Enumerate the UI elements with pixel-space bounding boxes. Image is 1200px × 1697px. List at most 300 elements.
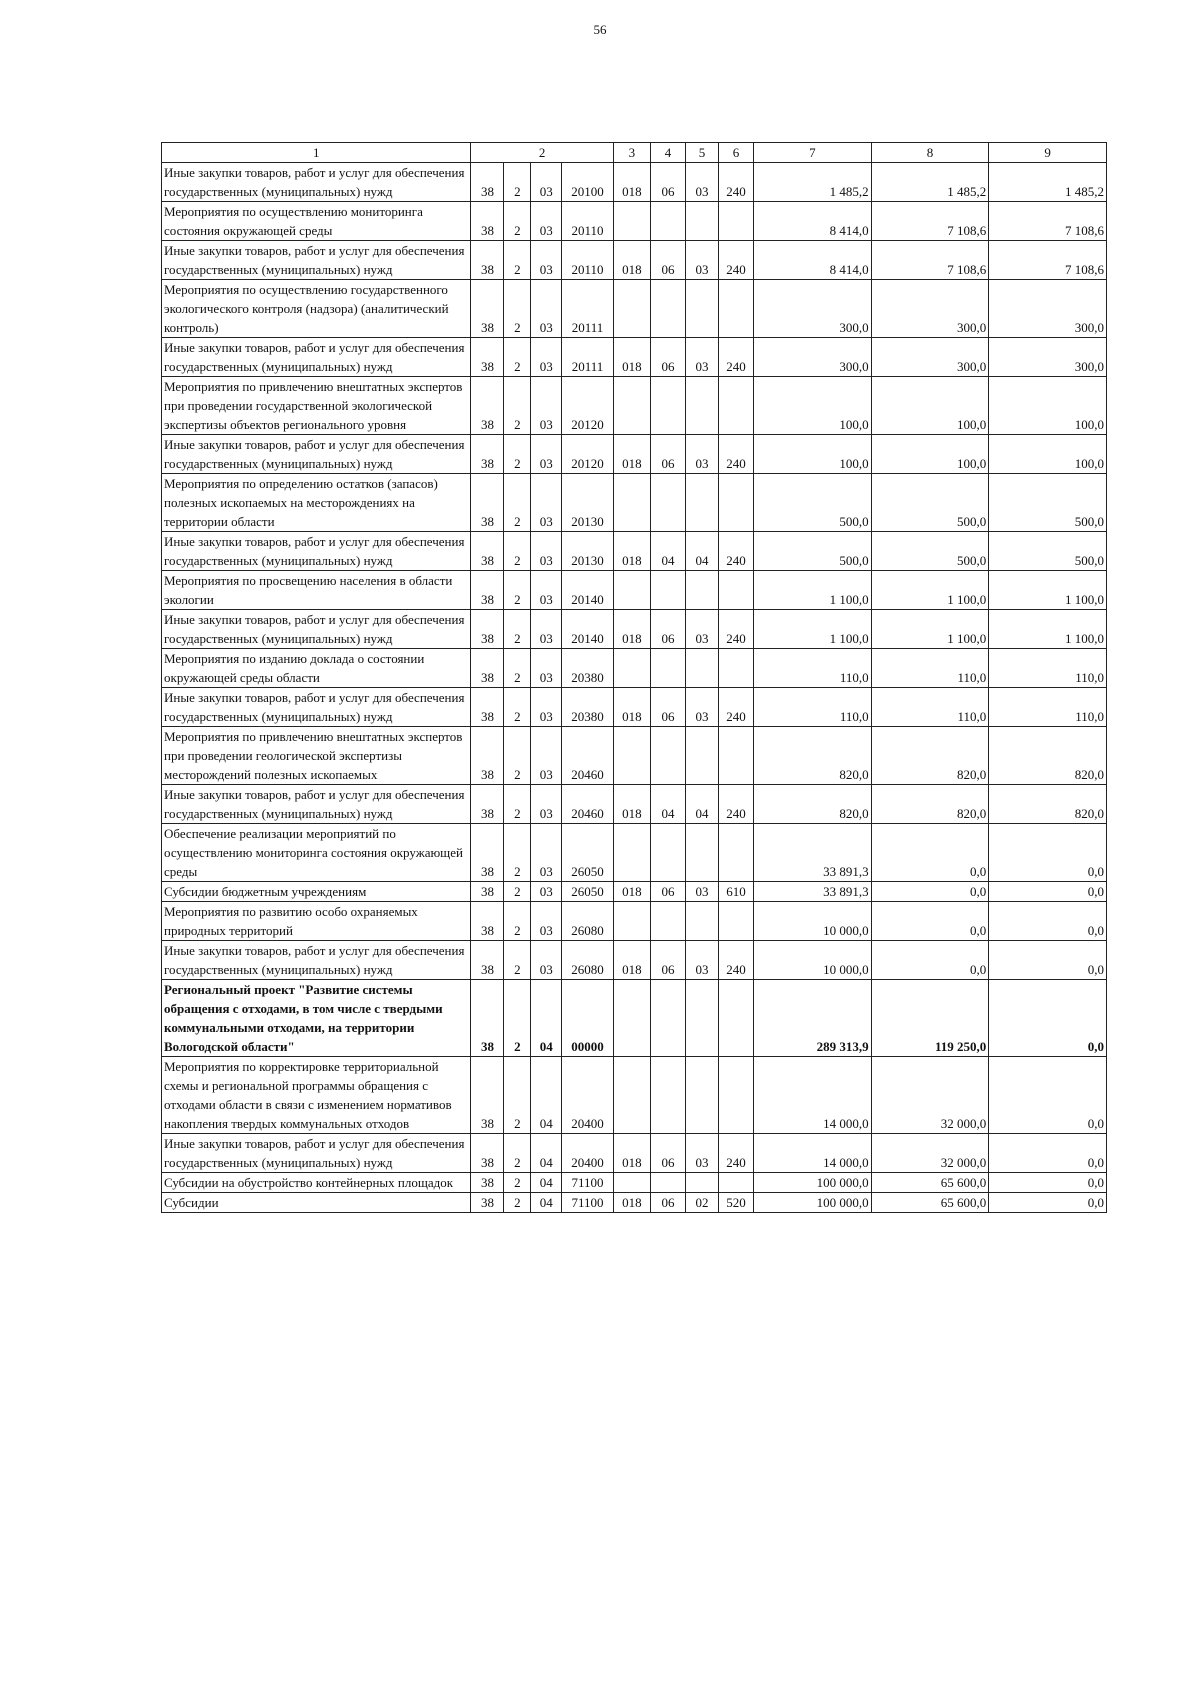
code-admin: 38: [471, 902, 504, 941]
table-row: [162, 785, 1107, 824]
row-name: Иные закупки товаров, работ и услуг для обеспечения государственных (муниципальных) нужд: [162, 338, 471, 377]
amount-year-1: 500,0: [754, 474, 872, 532]
row-name: Иные закупки товаров, работ и услуг для обеспечения государственных (муниципальных) нужд: [162, 785, 471, 824]
row-name: Субсидии на обустройство контейнерных площадок: [162, 1173, 471, 1193]
amount-year-1: 820,0: [754, 727, 872, 785]
table-row: [162, 610, 1107, 649]
code-expense-type: 240: [719, 610, 754, 649]
code-direction: 71100: [562, 1173, 614, 1193]
code-ministry: 018: [613, 338, 650, 377]
amount-year-1: 8 414,0: [754, 202, 872, 241]
code-program: 2: [504, 202, 531, 241]
code-subsection: [686, 824, 719, 882]
amount-year-1: 110,0: [754, 688, 872, 727]
amount-year-1: 1 100,0: [754, 610, 872, 649]
code-subprogram: 03: [531, 571, 562, 610]
code-expense-type: 240: [719, 435, 754, 474]
code-subsection: [686, 902, 719, 941]
amount-year-3: 820,0: [989, 727, 1107, 785]
code-subprogram: 03: [531, 280, 562, 338]
code-ministry: 018: [613, 688, 650, 727]
row-name: Иные закупки товаров, работ и услуг для обеспечения государственных (муниципальных) нужд: [162, 688, 471, 727]
amount-year-3: 7 108,6: [989, 202, 1107, 241]
code-section: [650, 1173, 685, 1193]
amount-year-3: 820,0: [989, 785, 1107, 824]
amount-year-3: 0,0: [989, 1193, 1107, 1213]
code-direction: 26080: [562, 902, 614, 941]
amount-year-2: 500,0: [871, 532, 989, 571]
code-subprogram: 03: [531, 688, 562, 727]
amount-year-2: 1 485,2: [871, 163, 989, 202]
code-expense-type: 240: [719, 532, 754, 571]
code-section: [650, 649, 685, 688]
code-subsection: 03: [686, 163, 719, 202]
code-ministry: 018: [613, 785, 650, 824]
code-program: 2: [504, 1057, 531, 1134]
amount-year-3: 0,0: [989, 1173, 1107, 1193]
code-subsection: [686, 377, 719, 435]
amount-year-2: 500,0: [871, 474, 989, 532]
code-ministry: [613, 1057, 650, 1134]
code-subprogram: 03: [531, 649, 562, 688]
row-name: Обеспечение реализации мероприятий по осуществлению мониторинга состояния окружающей среды: [162, 824, 471, 882]
code-subsection: 03: [686, 338, 719, 377]
code-expense-type: 240: [719, 163, 754, 202]
amount-year-2: 820,0: [871, 727, 989, 785]
row-name: Мероприятия по корректировке территориальной схемы и региональной программы обращения с отходами области в связи с изменением нормативов накопления твердых коммунальных отходов: [162, 1057, 471, 1134]
code-program: 2: [504, 688, 531, 727]
amount-year-1: 100,0: [754, 435, 872, 474]
code-admin: 38: [471, 941, 504, 980]
code-section: [650, 1057, 685, 1134]
code-subsection: 03: [686, 941, 719, 980]
amount-year-2: 32 000,0: [871, 1134, 989, 1173]
code-subprogram: 03: [531, 435, 562, 474]
code-ministry: 018: [613, 610, 650, 649]
code-section: 06: [650, 610, 685, 649]
amount-year-2: 300,0: [871, 338, 989, 377]
code-ministry: [613, 474, 650, 532]
code-expense-type: [719, 902, 754, 941]
code-section: [650, 980, 685, 1057]
table-row: [162, 1057, 1107, 1134]
amount-year-1: 820,0: [754, 785, 872, 824]
code-program: 2: [504, 241, 531, 280]
code-subprogram: 03: [531, 338, 562, 377]
amount-year-2: 7 108,6: [871, 202, 989, 241]
code-ministry: [613, 202, 650, 241]
code-program: 2: [504, 1193, 531, 1213]
code-expense-type: [719, 1057, 754, 1134]
row-name: Субсидии: [162, 1193, 471, 1213]
table-row: [162, 532, 1107, 571]
amount-year-1: 100 000,0: [754, 1193, 872, 1213]
code-direction: 20120: [562, 435, 614, 474]
amount-year-2: 110,0: [871, 688, 989, 727]
code-ministry: [613, 980, 650, 1057]
code-section: [650, 571, 685, 610]
code-direction: 00000: [562, 980, 614, 1057]
code-admin: 38: [471, 882, 504, 902]
code-admin: 38: [471, 280, 504, 338]
code-section: 06: [650, 241, 685, 280]
code-ministry: 018: [613, 163, 650, 202]
code-ministry: [613, 377, 650, 435]
code-subsection: [686, 1057, 719, 1134]
header-col-2: 2: [471, 143, 613, 163]
amount-year-1: 14 000,0: [754, 1057, 872, 1134]
code-expense-type: [719, 824, 754, 882]
code-program: 2: [504, 610, 531, 649]
code-direction: 20460: [562, 785, 614, 824]
amount-year-2: 65 600,0: [871, 1173, 989, 1193]
code-subsection: [686, 980, 719, 1057]
code-admin: 38: [471, 241, 504, 280]
table-row: [162, 649, 1107, 688]
code-section: 04: [650, 532, 685, 571]
code-expense-type: [719, 727, 754, 785]
code-section: 06: [650, 882, 685, 902]
code-section: [650, 202, 685, 241]
code-subsection: [686, 649, 719, 688]
code-admin: 38: [471, 1193, 504, 1213]
table-row: [162, 727, 1107, 785]
code-program: 2: [504, 338, 531, 377]
amount-year-2: 0,0: [871, 941, 989, 980]
row-name: Субсидии бюджетным учреждениям: [162, 882, 471, 902]
code-admin: 38: [471, 727, 504, 785]
header-col-4: 4: [650, 143, 685, 163]
code-subsection: [686, 727, 719, 785]
code-ministry: [613, 1173, 650, 1193]
code-subprogram: 03: [531, 610, 562, 649]
code-expense-type: [719, 280, 754, 338]
code-ministry: [613, 571, 650, 610]
code-program: 2: [504, 435, 531, 474]
code-program: 2: [504, 902, 531, 941]
code-admin: 38: [471, 980, 504, 1057]
table-row: [162, 474, 1107, 532]
row-name: Мероприятия по осуществлению государственного экологического контроля (надзора) (аналитический контроль): [162, 280, 471, 338]
code-subsection: 03: [686, 610, 719, 649]
code-ministry: 018: [613, 241, 650, 280]
amount-year-1: 300,0: [754, 338, 872, 377]
amount-year-1: 33 891,3: [754, 824, 872, 882]
amount-year-1: 300,0: [754, 280, 872, 338]
header-row: [162, 143, 1107, 163]
code-admin: 38: [471, 649, 504, 688]
code-admin: 38: [471, 1134, 504, 1173]
code-expense-type: 240: [719, 785, 754, 824]
header-col-5: 5: [686, 143, 719, 163]
amount-year-1: 500,0: [754, 532, 872, 571]
amount-year-1: 289 313,9: [754, 980, 872, 1057]
header-col-3: 3: [613, 143, 650, 163]
code-admin: 38: [471, 435, 504, 474]
table-row: [162, 882, 1107, 902]
code-admin: 38: [471, 688, 504, 727]
code-section: [650, 280, 685, 338]
amount-year-1: 110,0: [754, 649, 872, 688]
code-subsection: 03: [686, 882, 719, 902]
code-subsection: [686, 1173, 719, 1193]
code-subprogram: 03: [531, 202, 562, 241]
amount-year-2: 0,0: [871, 824, 989, 882]
amount-year-3: 110,0: [989, 649, 1107, 688]
code-program: 2: [504, 882, 531, 902]
code-subprogram: 03: [531, 163, 562, 202]
row-name: Мероприятия по привлечению внештатных экспертов при проведении геологической экспертизы месторождений полезных ископаемых: [162, 727, 471, 785]
code-direction: 20140: [562, 571, 614, 610]
header-col-8: 8: [871, 143, 989, 163]
amount-year-1: 1 485,2: [754, 163, 872, 202]
code-ministry: 018: [613, 941, 650, 980]
code-direction: 26050: [562, 882, 614, 902]
table-row: [162, 688, 1107, 727]
code-direction: 26080: [562, 941, 614, 980]
code-section: [650, 902, 685, 941]
amount-year-3: 500,0: [989, 474, 1107, 532]
table-row: [162, 980, 1107, 1057]
code-program: 2: [504, 785, 531, 824]
row-name: Мероприятия по развитию особо охраняемых природных территорий: [162, 902, 471, 941]
code-section: 06: [650, 688, 685, 727]
amount-year-1: 1 100,0: [754, 571, 872, 610]
amount-year-3: 1 485,2: [989, 163, 1107, 202]
code-direction: 20130: [562, 474, 614, 532]
code-section: [650, 727, 685, 785]
amount-year-3: 300,0: [989, 338, 1107, 377]
code-subprogram: 03: [531, 241, 562, 280]
code-subsection: 03: [686, 241, 719, 280]
table-row: [162, 435, 1107, 474]
table-body: [162, 163, 1107, 1213]
code-expense-type: [719, 571, 754, 610]
code-program: 2: [504, 163, 531, 202]
code-section: 04: [650, 785, 685, 824]
amount-year-3: 0,0: [989, 902, 1107, 941]
code-admin: 38: [471, 163, 504, 202]
row-name: Иные закупки товаров, работ и услуг для обеспечения государственных (муниципальных) нужд: [162, 163, 471, 202]
row-name: Региональный проект "Развитие системы обращения с отходами, в том числе с твердыми коммунальными отходами, на территории Вологодской области": [162, 980, 471, 1057]
amount-year-2: 119 250,0: [871, 980, 989, 1057]
code-program: 2: [504, 280, 531, 338]
code-expense-type: 240: [719, 1134, 754, 1173]
table-row: [162, 571, 1107, 610]
code-subprogram: 03: [531, 532, 562, 571]
table-row: [162, 1193, 1107, 1213]
code-ministry: 018: [613, 435, 650, 474]
code-ministry: [613, 280, 650, 338]
table-row: [162, 1134, 1107, 1173]
amount-year-2: 300,0: [871, 280, 989, 338]
code-direction: 20460: [562, 727, 614, 785]
code-program: 2: [504, 649, 531, 688]
code-subprogram: 03: [531, 824, 562, 882]
code-expense-type: [719, 377, 754, 435]
code-section: 06: [650, 163, 685, 202]
code-ministry: [613, 902, 650, 941]
code-section: 06: [650, 338, 685, 377]
header-col-1: 1: [162, 143, 471, 163]
code-expense-type: [719, 474, 754, 532]
code-expense-type: [719, 1173, 754, 1193]
code-ministry: [613, 727, 650, 785]
page-number: 56: [593, 22, 607, 37]
code-direction: 20380: [562, 688, 614, 727]
code-subprogram: 03: [531, 474, 562, 532]
amount-year-1: 14 000,0: [754, 1134, 872, 1173]
amount-year-3: 500,0: [989, 532, 1107, 571]
table-row: [162, 163, 1107, 202]
amount-year-1: 100 000,0: [754, 1173, 872, 1193]
code-subprogram: 03: [531, 882, 562, 902]
table-row: [162, 280, 1107, 338]
amount-year-2: 32 000,0: [871, 1057, 989, 1134]
code-ministry: [613, 649, 650, 688]
code-subsection: 03: [686, 688, 719, 727]
code-expense-type: 240: [719, 688, 754, 727]
code-direction: 20111: [562, 338, 614, 377]
code-subsection: [686, 280, 719, 338]
amount-year-2: 0,0: [871, 902, 989, 941]
code-subprogram: 03: [531, 902, 562, 941]
code-admin: 38: [471, 610, 504, 649]
table-row: [162, 941, 1107, 980]
row-name: Иные закупки товаров, работ и услуг для обеспечения государственных (муниципальных) нужд: [162, 241, 471, 280]
row-name: Иные закупки товаров, работ и услуг для обеспечения государственных (муниципальных) нужд: [162, 532, 471, 571]
row-name: Мероприятия по просвещению населения в области экологии: [162, 571, 471, 610]
code-subsection: 04: [686, 532, 719, 571]
code-program: 2: [504, 1173, 531, 1193]
amount-year-3: 0,0: [989, 941, 1107, 980]
code-ministry: 018: [613, 532, 650, 571]
header-col-6: 6: [719, 143, 754, 163]
amount-year-3: 110,0: [989, 688, 1107, 727]
amount-year-2: 65 600,0: [871, 1193, 989, 1213]
code-ministry: 018: [613, 1193, 650, 1213]
code-direction: 20130: [562, 532, 614, 571]
header-col-7: 7: [754, 143, 872, 163]
table-row: [162, 338, 1107, 377]
code-expense-type: [719, 980, 754, 1057]
code-admin: 38: [471, 824, 504, 882]
row-name: Иные закупки товаров, работ и услуг для обеспечения государственных (муниципальных) нужд: [162, 610, 471, 649]
code-admin: 38: [471, 532, 504, 571]
code-expense-type: [719, 649, 754, 688]
amount-year-3: 100,0: [989, 435, 1107, 474]
amount-year-3: 0,0: [989, 980, 1107, 1057]
code-section: 06: [650, 1134, 685, 1173]
code-direction: 20110: [562, 202, 614, 241]
amount-year-1: 100,0: [754, 377, 872, 435]
code-direction: 26050: [562, 824, 614, 882]
amount-year-3: 0,0: [989, 824, 1107, 882]
amount-year-2: 0,0: [871, 882, 989, 902]
code-subsection: [686, 571, 719, 610]
code-expense-type: 240: [719, 338, 754, 377]
code-direction: 20120: [562, 377, 614, 435]
amount-year-3: 0,0: [989, 1134, 1107, 1173]
code-subprogram: 03: [531, 785, 562, 824]
code-expense-type: 610: [719, 882, 754, 902]
code-subsection: 03: [686, 1134, 719, 1173]
code-ministry: [613, 824, 650, 882]
code-program: 2: [504, 532, 531, 571]
code-program: 2: [504, 474, 531, 532]
row-name: Мероприятия по привлечению внештатных экспертов при проведении государственной экологической экспертизы объектов регионального уровня: [162, 377, 471, 435]
amount-year-3: 0,0: [989, 882, 1107, 902]
code-direction: 20380: [562, 649, 614, 688]
code-section: [650, 824, 685, 882]
amount-year-2: 110,0: [871, 649, 989, 688]
code-section: 06: [650, 1193, 685, 1213]
code-direction: 20400: [562, 1057, 614, 1134]
code-admin: 38: [471, 377, 504, 435]
code-section: 06: [650, 941, 685, 980]
code-subsection: 04: [686, 785, 719, 824]
amount-year-1: 10 000,0: [754, 941, 872, 980]
code-admin: 38: [471, 571, 504, 610]
amount-year-1: 8 414,0: [754, 241, 872, 280]
code-direction: 71100: [562, 1193, 614, 1213]
table-row: [162, 241, 1107, 280]
code-admin: 38: [471, 785, 504, 824]
amount-year-2: 7 108,6: [871, 241, 989, 280]
code-expense-type: 520: [719, 1193, 754, 1213]
code-subprogram: 04: [531, 1193, 562, 1213]
code-expense-type: 240: [719, 941, 754, 980]
row-name: Мероприятия по изданию доклада о состоянии окружающей среды области: [162, 649, 471, 688]
code-program: 2: [504, 1134, 531, 1173]
row-name: Иные закупки товаров, работ и услуг для обеспечения государственных (муниципальных) нужд: [162, 941, 471, 980]
code-subprogram: 03: [531, 941, 562, 980]
code-subprogram: 03: [531, 727, 562, 785]
code-admin: 38: [471, 338, 504, 377]
code-admin: 38: [471, 474, 504, 532]
amount-year-2: 820,0: [871, 785, 989, 824]
code-program: 2: [504, 571, 531, 610]
code-subprogram: 03: [531, 377, 562, 435]
table-row: [162, 902, 1107, 941]
code-admin: 38: [471, 202, 504, 241]
code-section: 06: [650, 435, 685, 474]
amount-year-3: 300,0: [989, 280, 1107, 338]
row-name: Мероприятия по осуществлению мониторинга состояния окружающей среды: [162, 202, 471, 241]
code-subprogram: 04: [531, 980, 562, 1057]
code-subprogram: 04: [531, 1134, 562, 1173]
amount-year-3: 0,0: [989, 1057, 1107, 1134]
code-program: 2: [504, 727, 531, 785]
amount-year-2: 100,0: [871, 377, 989, 435]
amount-year-3: 1 100,0: [989, 610, 1107, 649]
code-subsection: [686, 202, 719, 241]
code-subprogram: 04: [531, 1057, 562, 1134]
code-subprogram: 04: [531, 1173, 562, 1193]
code-direction: 20111: [562, 280, 614, 338]
amount-year-3: 1 100,0: [989, 571, 1107, 610]
code-program: 2: [504, 824, 531, 882]
row-name: Иные закупки товаров, работ и услуг для обеспечения государственных (муниципальных) нужд: [162, 1134, 471, 1173]
budget-table: [161, 142, 1107, 1213]
code-subsection: [686, 474, 719, 532]
code-admin: 38: [471, 1057, 504, 1134]
amount-year-2: 100,0: [871, 435, 989, 474]
code-direction: 20110: [562, 241, 614, 280]
table-row: [162, 824, 1107, 882]
code-subsection: 02: [686, 1193, 719, 1213]
code-direction: 20400: [562, 1134, 614, 1173]
